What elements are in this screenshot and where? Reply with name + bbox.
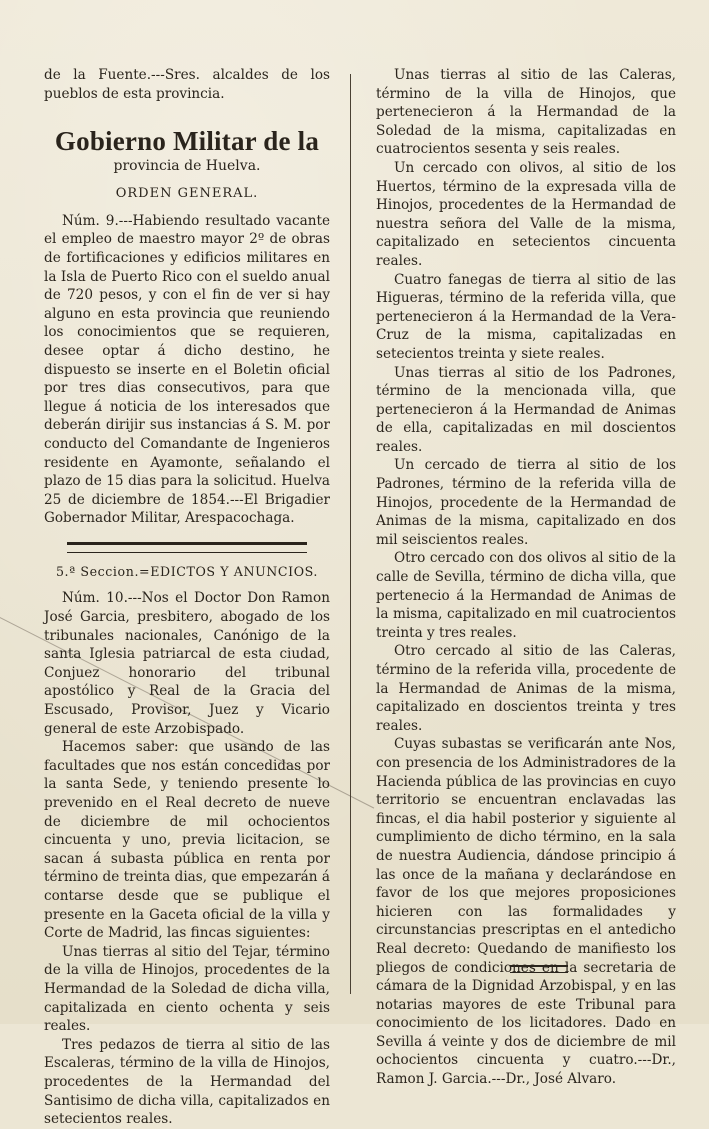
property-item: Unas tierras al sitio del Tejar, término de la villa de Hinojos, procedentes de la Hermandad de la Soledad de dicha villa, capitalizada en ciento ochenta y seis reales. xyxy=(44,943,330,1035)
property-item: Unas tierras al sitio de las Caleras, término de la villa de Hinojos, que pertenecieron á la Hermandad de la Soledad de la misma, capitalizadas en cuatrocientos sesenta y seis reales. xyxy=(376,67,676,158)
section-heading: 5.ª Seccion.=EDICTOS Y ANUNCIOS. xyxy=(55,563,319,579)
article-subtitle: provincia de Huelva. xyxy=(113,158,261,175)
article-title: Gobierno Militar de la xyxy=(54,126,320,157)
property-item: Otro cercado con dos olivos al sitio de la calle de Sevilla, término de dicha villa, que pertenecio á la Hermandad de Animas de la misma, capitalizado en mil cuatrocientos treinta y tres reales. xyxy=(376,550,676,641)
order-paragraph: Núm. 9.---Habiendo resultado vacante el empleo de maestro mayor 2º de obras de fortificaciones y edificios militares en la Isla de Puerto Rico con el sueldo anual de 720 pesos, y con el fin de ver si hay alguno en esta provincia que reuniendo los conocimientos que se requieren, desee optar á dicho destino, he dispuesto se inserte en el Boletin oficial por tres dias consecutivos, para que llegue á noticia de los interesados que deberán dirijir sus instancias á S. M. por conducto del Comandante de Ingenieros residente en Ayamonte, señalando el plazo de 15 dias para la solicitud. Huelva 25 de diciembre de 1854.---El Brigadier Gobernador Militar, Arespacochaga. xyxy=(44,212,330,527)
property-item: Un cercado con olivos, al sitio de los Huertos, término de la expresada villa de Hinojos, procedentes de la Hermandad de nuestra señora del Valle de la misma, capitalizado en setecientos cincuenta reales. xyxy=(376,159,676,269)
property-item: Otro cercado al sitio de las Caleras, término de la referida villa, procedente de la Hermandad de Animas de la misma, capitalizado en doscientos treinta y tres reales. xyxy=(376,643,676,734)
left-column xyxy=(44,66,330,1129)
column-divider xyxy=(350,74,351,994)
order-heading: ORDEN GENERAL. xyxy=(115,186,259,202)
section-separator xyxy=(67,542,307,553)
edict-intro-paragraph: Núm. 10.---Nos el Doctor Don Ramon José Garcia, presbitero, abogado de los tribunales nacionales, Canónigo de la santa Iglesia patriarcal de esta ciudad, Conjuez honorario del tribunal apostólico y Real de la Gracia del Escusado, Provisor, Juez y Vicario general de este Arzobispado. xyxy=(44,590,330,737)
property-item: Unas tierras al sitio de los Padrones, término de la mencionada villa, que pertenecieron á la Hermandad de Animas de ella, capitalizadas en mil doscientos reales. xyxy=(376,364,676,455)
property-item: Cuatro fanegas de tierra al sitio de las Higueras, término de la referida villa, que pertenecieron á la Hermandad de la Vera-Cruz de la misma, capitalizadas en setecientos treinta y siete reales. xyxy=(376,271,676,362)
closing-paragraph: Cuyas subastas se verificarán ante Nos, con presencia de los Administradores de la Hacienda pública de las provincias en cuyo territorio se encuentran enclavadas las fincas, el dia habil posterior y siguiente al cumplimiento de dicho término, en la sala de nuestra Audiencia, dándose principio á las once de la mañana y declarándose en favor de los que mejores proposiciones hicieren con las formalidades y circunstancias prescriptas en el antedicho Real decreto: Quedando de manifiesto los pliegos de condiciones en la secretaria de cámara de la Dignidad Arzobispal, y en las notarias mayores de este Tribunal para conocimiento de los licitadores. Dado en Sevilla á veinte y dos de diciembre de mil ochocientos cincuenta y cuatro.---Dr., Ramon J. Garcia.---Dr., José Alvaro. xyxy=(376,736,676,1088)
watermark-stamp xyxy=(470,930,680,1010)
edict-body-paragraph: Hacemos saber: que usando de las facultades que nos están concedidas por la santa Sede, y teniendo presente lo prevenido en el Real decreto de nueve de diciembre de mil ochocientos cincuenta y uno, previa licitacion, se sacan á subasta pública en renta por término de treinta dias, que empezarán á contarse desde que se publique el presente en la Gaceta oficial de la villa y Corte de Madrid, las fincas siguientes: xyxy=(44,739,330,942)
property-item: Un cercado de tierra al sitio de los Padrones, término de la referida villa de Hinojos, procedente de la Hermandad de Animas de la misma, capitalizado en dos mil seiscientos reales. xyxy=(376,457,676,548)
previous-article-fragment: de la Fuente.---Sres. alcaldes de los pueblos de esta provincia. xyxy=(44,67,330,102)
property-item: Tres pedazos de tierra al sitio de las Escaleras, término de la villa de Hinojos, procedentes de la Hermandad del Santisimo de dicha villa, capitalizados en setecientos reales. xyxy=(44,1036,330,1128)
